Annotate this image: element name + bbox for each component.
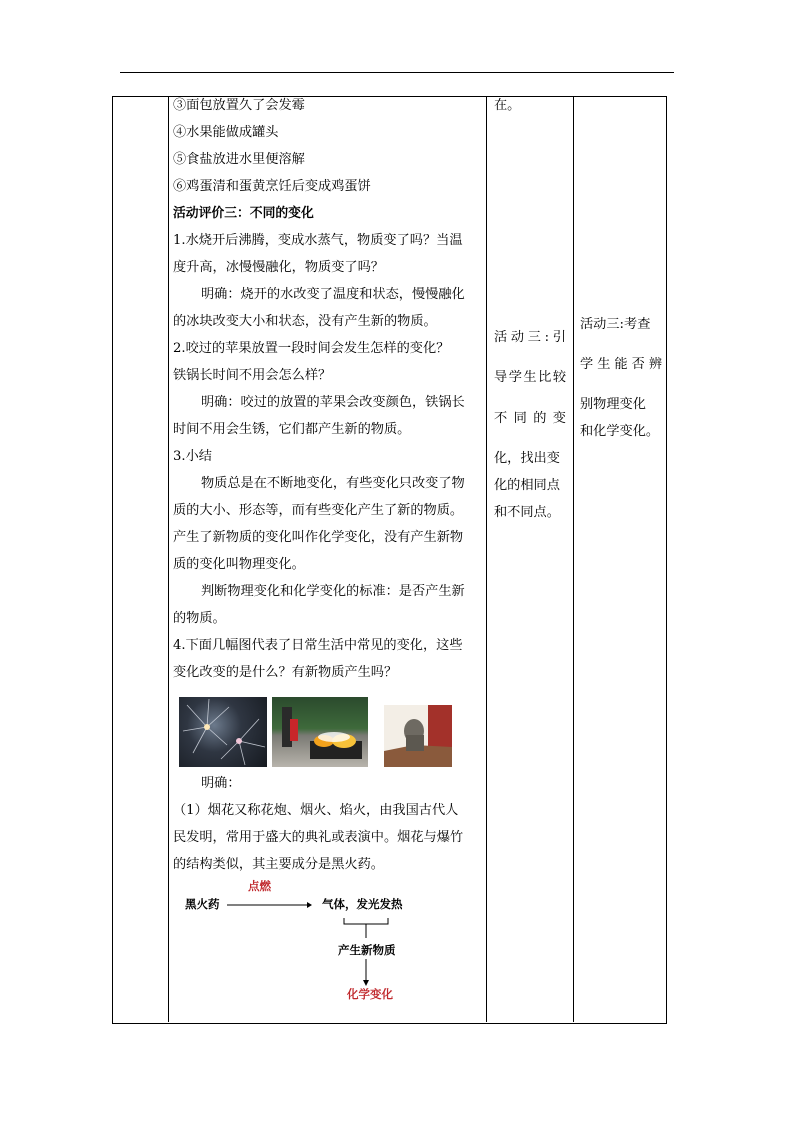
question-line: 铁锅长时间不用会怎么样？ <box>173 368 332 383</box>
flow-result: 气体，发光发热 <box>322 897 403 911</box>
intent-line: 在。 <box>494 98 521 113</box>
question-line: 4.下面几幅图代表了日常生活中常见的变化，这些 <box>173 638 463 653</box>
activity-three-guide <box>494 311 566 526</box>
lesson-table <box>112 96 667 1024</box>
summary-line: 判断物理变化和化学变化的标准：是否产生新 <box>201 584 465 599</box>
summary-line: 质的变化叫物理变化。 <box>173 557 305 572</box>
header-rule <box>120 72 674 73</box>
intent-line: 化，找出变 <box>494 450 560 466</box>
fire-extinguisher-image <box>272 697 368 767</box>
example-line: ④水果能做成罐头 <box>173 125 279 140</box>
fireworks-image <box>179 697 267 767</box>
answer-block <box>173 770 481 878</box>
question-line: 度升高，冰慢慢融化，物质变了吗？ <box>173 260 384 275</box>
answer-line: 的冰块改变大小和状态，没有产生新的物质。 <box>173 314 437 329</box>
reaction-flow-diagram <box>172 879 482 1016</box>
example-line: ⑤食盐放进水里便溶解 <box>173 152 305 167</box>
column-divider <box>168 96 169 1022</box>
answer-label: 明确： <box>201 776 241 791</box>
summary-heading: 3.小结 <box>173 449 212 464</box>
intent-line: 导 学 生 比 较 <box>494 370 566 386</box>
summary-line: 物质总是在不断地变化，有些变化只改变了物 <box>201 476 465 491</box>
brace-connector <box>342 914 392 940</box>
example-line: ⑥鸡蛋清和蛋黄烹饪后变成鸡蛋饼 <box>173 179 371 194</box>
evaluation-line: 和化学变化。 <box>580 424 660 440</box>
answer-line: 民发明，常用于盛大的典礼或表演中。烟花与爆竹 <box>173 830 464 845</box>
evaluation-line: 活动三:考查 <box>580 317 651 332</box>
section-heading: 活动评价三：不同的变化 <box>173 206 314 221</box>
intent-line: 和不同点。 <box>494 504 560 520</box>
question-line: 1.水烧开后沸腾，变成水蒸气，物质变了吗？当温 <box>173 233 463 248</box>
evaluation-line: 学 生 能 否 辨 <box>580 357 662 373</box>
column-divider <box>486 96 487 1022</box>
intent-line: 化的相同点 <box>494 477 560 493</box>
answer-line: （1）烟花又称花炮、烟火、焰火，由我国古代人 <box>173 803 459 818</box>
flow-down-arrow <box>361 959 371 987</box>
summary-line: 质的大小、形态等，而有些变化产生了新的物质。 <box>173 503 464 518</box>
question-line: 变化改变的是什么？有新物质产生吗？ <box>173 665 398 680</box>
column-divider <box>573 96 574 1022</box>
flow-start: 黑火药 <box>185 897 220 911</box>
question-line: 2.咬过的苹果放置一段时间会发生怎样的变化？ <box>173 341 450 356</box>
answer-line: 的结构类似，其主要成分是黑火药。 <box>173 857 384 872</box>
design-intent-cell <box>494 92 566 119</box>
example-images <box>179 697 459 769</box>
answer-line: 时间不用会生锈，它们都产生新的物质。 <box>173 422 411 437</box>
evaluation-line: 别物理变化 <box>580 397 646 413</box>
stone-lion-image <box>384 705 452 767</box>
intent-line: 不 同 的 变 <box>494 410 566 426</box>
example-line: ③面包放置久了会发霉 <box>173 98 305 113</box>
evaluation-cell <box>580 311 662 445</box>
flow-middle: 产生新物质 <box>338 943 396 957</box>
answer-line: 明确：咬过的放置的苹果会改变颜色，铁锅长 <box>201 395 465 410</box>
intent-line: 活 动 三 : 引 <box>494 330 566 346</box>
teaching-content-cell <box>173 92 481 686</box>
flow-arrow-label: 点燃 <box>248 879 271 893</box>
flow-end: 化学变化 <box>347 987 393 1001</box>
summary-line: 产生了新物质的变化叫作化学变化，没有产生新物 <box>173 530 464 545</box>
flow-arrow <box>227 900 312 910</box>
summary-line: 的物质。 <box>173 611 226 626</box>
answer-line: 明确：烧开的水改变了温度和状态，慢慢融化 <box>201 287 465 302</box>
